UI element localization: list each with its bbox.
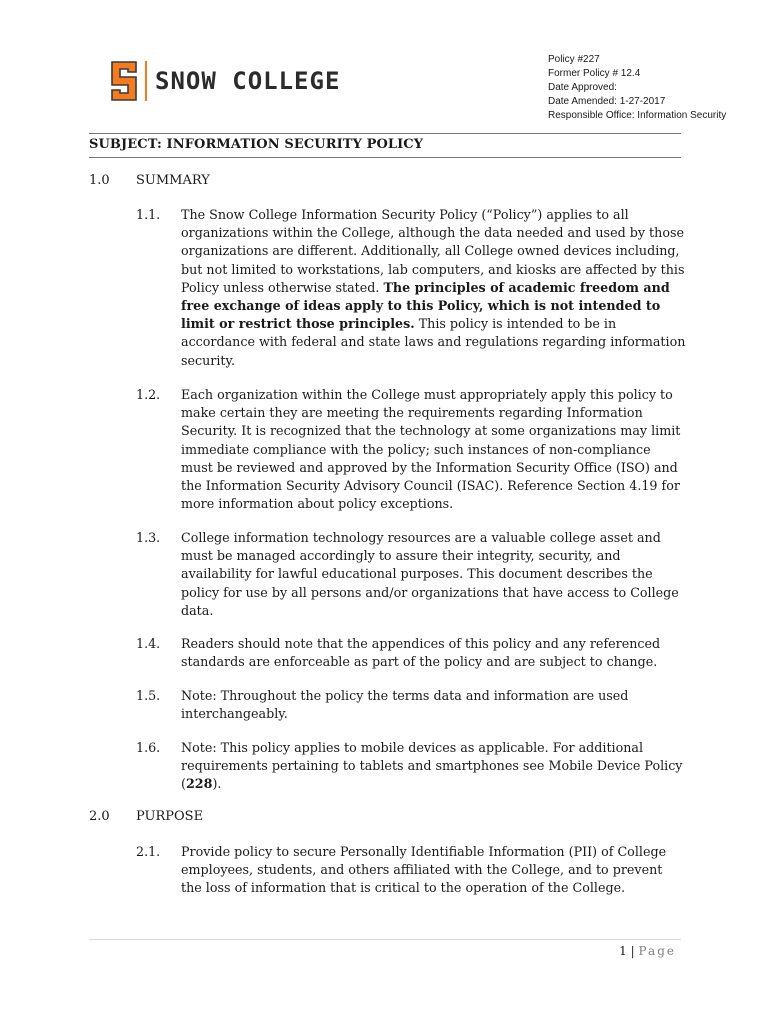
policy-meta [548, 53, 726, 123]
item-text-bold: The principles of academic freedom and free exchange of ideas apply to this Policy, which is not intended to limit or restrict those principles. [181, 279, 670, 332]
item-text: Provide policy to secure Personally Identifiable Information (PII) of College employees, students, and others affiliated with the College, and to prevent the loss of information that is critical to the operation of the College. [181, 844, 667, 896]
snow-college-s-icon [110, 60, 138, 102]
date-amended: Date Amended: 1-27-2017 [548, 96, 666, 107]
item-text: Each organization within the College must appropriately apply this policy to make certain they are meeting the requirements regarding Information Security. It is recognized that the technology at some organizations may limit immediate compliance with the policy; such instances of non-compliance must be reviewed and approved by the Information Security Office (ISO) and the Information Security Advisory Council (ISAC). Reference Section 4.19 for more information about policy exceptions. [181, 387, 681, 512]
page-label: Page [638, 944, 676, 958]
item-text: College information technology resources are a valuable college asset and must be managed accordingly to assure their integrity, security, and availability for lawful educational purposes. This document describes the policy for use by all persons and/or organizations that have access to College data. [181, 530, 679, 618]
section-title: SUMMARY [136, 173, 210, 188]
item-text: Note: Throughout the policy the terms data and information are used interchangeably. [181, 688, 629, 722]
item-number: 1.1. [136, 207, 161, 222]
former-policy: Former Policy # 12.4 [548, 68, 641, 79]
item-number: 1.2. [136, 387, 161, 402]
item-text-part: ). [212, 776, 222, 792]
responsible-office: Responsible Office: Information Security [548, 110, 727, 121]
item-text-part: Note: This policy applies to mobile devices as applicable. For additional requirements pertaining to tablets and smartphones see Mobile Device Policy ( [181, 740, 683, 792]
item-text [181, 206, 686, 370]
header-rule-bottom [89, 157, 681, 158]
section-number: 1.0 [89, 173, 110, 188]
footer-rule [89, 939, 681, 940]
item-number: 1.4. [136, 636, 161, 651]
item-text [181, 739, 686, 794]
subject-heading: SUBJECT: INFORMATION SECURITY POLICY [89, 137, 424, 152]
page-footer [619, 944, 676, 958]
item-text-part: This policy is intended to be in accordance with federal and state laws and regulations regarding information security. [181, 316, 686, 368]
college-logo [110, 60, 340, 102]
page-number: 1 [619, 944, 627, 958]
section-number: 2.0 [89, 809, 110, 824]
item-number: 1.3. [136, 530, 161, 545]
footer-separator: | [630, 944, 635, 958]
policy-number: Policy #227 [548, 54, 600, 65]
header-rule-top [89, 133, 681, 134]
item-text: Readers should note that the appendices of this policy and any referenced standards are enforceable as part of the policy and are subject to change. [181, 636, 661, 670]
item-number: 1.5. [136, 688, 161, 703]
section-title: PURPOSE [136, 809, 204, 824]
logo-divider [145, 61, 147, 101]
item-number: 1.6. [136, 740, 161, 755]
date-approved: Date Approved: [548, 82, 617, 93]
logo-wordmark: SNOW COLLEGE [155, 67, 341, 95]
item-text-bold: 228 [185, 776, 213, 792]
item-number: 2.1. [136, 844, 161, 859]
item-text-part: The Snow College Information Security Policy (“Policy”) applies to all organizations within the College, although the data needed and used by those organizations are different. Additionally, all College owned devices including, but not limited to workstations, lab computers, and kiosks are affected by this Policy unless otherwise stated. [181, 207, 685, 295]
